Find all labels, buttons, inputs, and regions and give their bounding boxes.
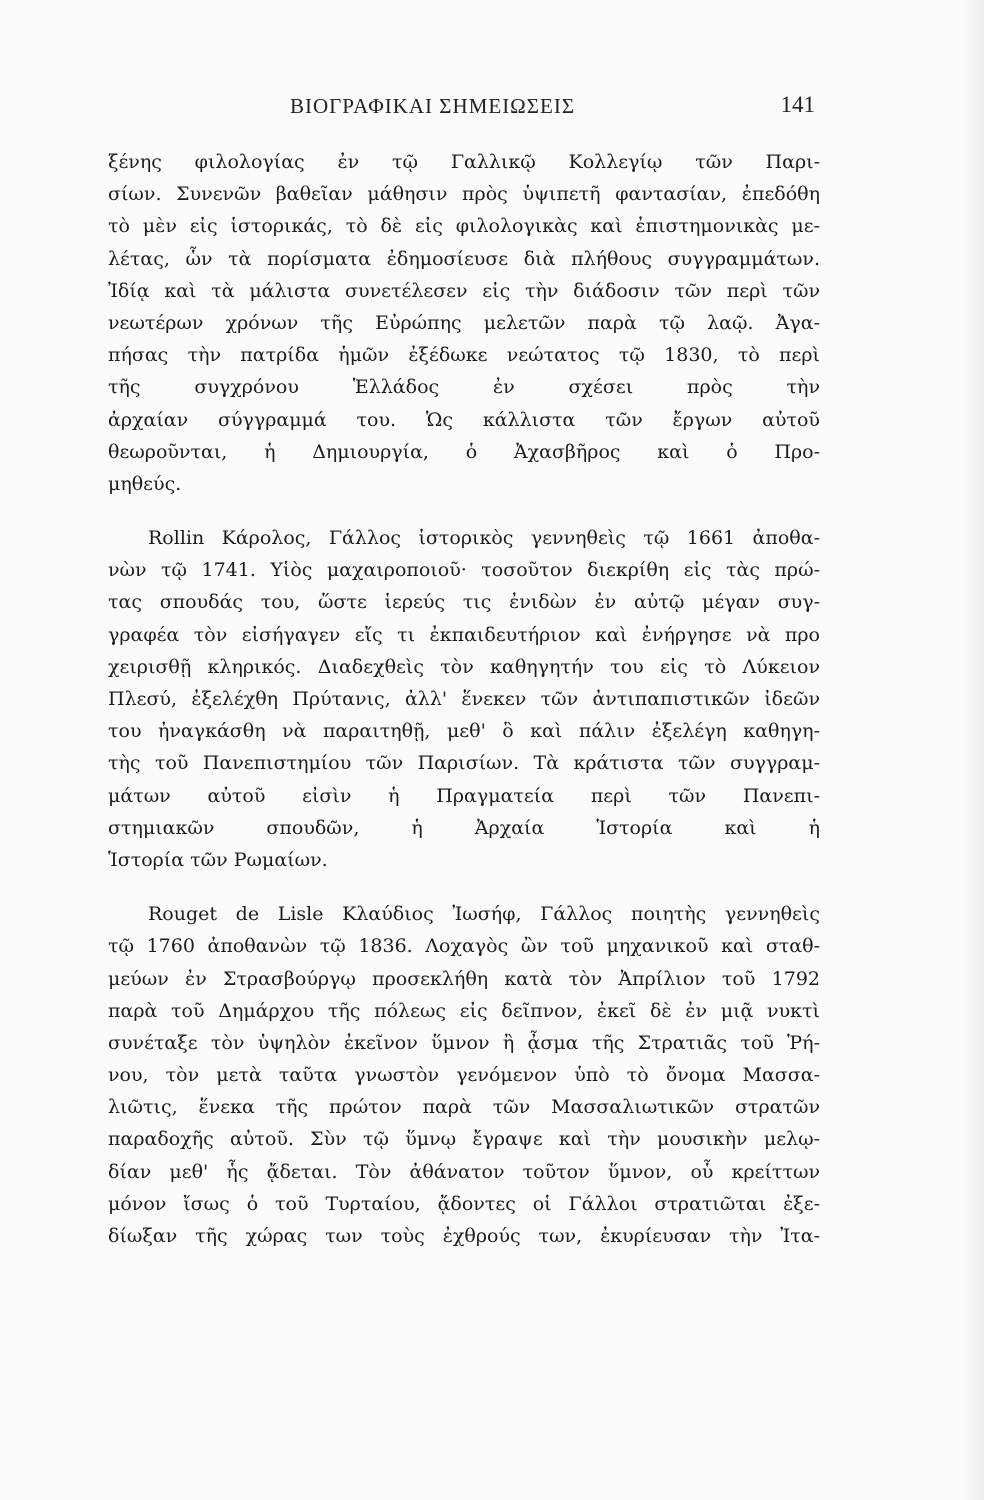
text-line: Rouget de Lisle Κλαύδιος Ἰωσήφ, Γάλλος ποιητὴς γεννηθεὶς bbox=[148, 903, 820, 926]
text-line: πήσας τὴν πατρίδα ἡμῶν ἐξέδωκε νεώτατος τῷ 1830, τὸ περὶ bbox=[108, 344, 820, 367]
text-block bbox=[108, 146, 820, 1252]
text-line: μηθεύς. bbox=[108, 472, 182, 495]
text-line: τῷ 1760 ἀποθανὼν τῷ 1836. Λοχαγὸς ὢν τοῦ μηχανικοῦ καὶ σταθ- bbox=[108, 935, 820, 958]
text-line: τας σπουδάς του, ὥστε ἱερεύς τις ἐνιδὼν ἐν αὐτῷ μέγαν συγ- bbox=[108, 591, 820, 614]
text-line: θεωροῦνται, ἡ Δημιουργία, ὁ Ἀχασβῆρος καὶ ὁ Προ- bbox=[108, 440, 820, 463]
text-line: στημιακῶν σπουδῶν, ἡ Ἀρχαία Ἱστορία καὶ ἡ bbox=[108, 816, 820, 839]
text-line: τὴς τοῦ Πανεπιστημίου τῶν Παρισίων. Τὰ κράτιστα τῶν συγγραμ- bbox=[108, 752, 820, 775]
text-line: νὼν τῷ 1741. Υἱὸς μαχαιροποιοῦ· τοσοῦτον διεκρίθη εἰς τὰς πρώ- bbox=[108, 559, 820, 582]
paragraph-rouget-de-lisle bbox=[108, 898, 820, 1252]
text-line: του ἠναγκάσθη νὰ παραιτηθῇ, μεθ' ὃ καὶ πάλιν ἐξελέγη καθηγη- bbox=[108, 720, 820, 743]
running-title: ΒΙΟΓΡΑΦΙΚΑΙ ΣΗΜΕΙΩΣΕΙΣ bbox=[290, 94, 576, 118]
text-line: μάτων αὐτοῦ εἰσὶν ἡ Πραγματεία περὶ τῶν Πανεπι- bbox=[108, 784, 820, 807]
text-line: παρὰ τοῦ Δημάρχου τῆς πόλεως εἰς δεῖπνον, ἐκεῖ δὲ ἐν μιᾷ νυκτὶ bbox=[108, 999, 820, 1022]
text-line: δίωξαν τῆς χώρας των τοὺς ἐχθρούς των, ἐκυρίευσαν τὴν Ἰτα- bbox=[108, 1225, 820, 1247]
page-number: 141 bbox=[780, 92, 815, 117]
paragraph-gap bbox=[108, 876, 820, 898]
text-line: συνέταξε τὸν ὑψηλὸν ἐκεῖνον ὕμνον ἢ ᾆσμα τῆς Στρατιᾶς τοῦ Ῥή- bbox=[108, 1031, 820, 1054]
text-line: μόνον ἴσως ὁ τοῦ Τυρταίου, ᾄδοντες οἱ Γάλλοι στρατιῶται ἐξε- bbox=[108, 1192, 820, 1215]
binding-shadow bbox=[964, 0, 984, 1500]
text-line: δίαν μεθ' ἧς ᾄδεται. Τὸν ἀθάνατον τοῦτον ὕμνον, οὗ κρείττων bbox=[108, 1160, 820, 1183]
text-line: νου, τὸν μετὰ ταῦτα γνωστὸν γενόμενον ὑπὸ τὸ ὄνομα Μασσα- bbox=[108, 1064, 820, 1087]
text-line: Πλεσύ, ἐξελέχθη Πρύτανις, ἀλλ' ἕνεκεν τῶν ἀντιπαπιστικῶν ἰδεῶν bbox=[108, 688, 820, 710]
text-line: μεύων ἐν Στρασβούργῳ προσεκλήθη κατὰ τὸν Ἀπρίλιον τοῦ 1792 bbox=[108, 967, 820, 990]
text-line: λιῶτις, ἕνεκα τῆς πρώτον παρὰ τῶν Μασσαλιωτικῶν στρατῶν bbox=[108, 1096, 820, 1119]
running-head bbox=[290, 90, 815, 124]
text-line: τῆς συγχρόνου Ἑλλάδος ἐν σχέσει πρὸς τὴν bbox=[108, 376, 820, 399]
text-line: χειρισθῇ κληρικός. Διαδεχθεὶς τὸν καθηγητήν του εἰς τὸ Λύκειον bbox=[108, 655, 820, 678]
text-line: Rollin Κάρολος, Γάλλος ἱστορικὸς γεννηθεὶς τῷ 1661 ἀποθα- bbox=[148, 527, 820, 550]
paragraph-gap bbox=[108, 500, 820, 522]
text-line: λέτας, ὧν τὰ πορίσματα ἐδημοσίευσε διὰ πλήθους συγγραμμάτων. bbox=[108, 247, 820, 270]
text-line: ξένης φιλολογίας ἐν τῷ Γαλλικῷ Κολλεγίῳ τῶν Παρι- bbox=[108, 151, 820, 173]
text-line: γραφέα τὸν εἰσήγαγεν εἴς τι ἐκπαιδευτήριον καὶ ἐνήργησε νὰ προ bbox=[108, 623, 820, 646]
text-line: σίων. Συνενῶν βαθεῖαν μάθησιν πρὸς ὑψιπετῆ φαντασίαν, ἐπεδόθη bbox=[108, 183, 820, 206]
paragraph-rollin bbox=[108, 522, 820, 876]
text-line: νεωτέρων χρόνων τῆς Εὐρώπης μελετῶν παρὰ τῷ λαῷ. Ἀγα- bbox=[108, 311, 820, 334]
text-line: ἀρχαίαν σύγγραμμά του. Ὡς κάλλιστα τῶν ἔργων αὐτοῦ bbox=[108, 408, 820, 431]
text-line: τὸ μὲν εἰς ἱστορικάς, τὸ δὲ εἰς φιλολογικὰς καὶ ἐπιστημονικὰς με- bbox=[108, 215, 820, 238]
text-line: Ἰδίᾳ καὶ τὰ μάλιστα συνετέλεσεν εἰς τὴν διάδοσιν τῶν περὶ τῶν bbox=[108, 279, 820, 302]
text-line: Ἱστορία τῶν Ρωμαίων. bbox=[108, 848, 328, 871]
paragraph-fichte bbox=[108, 146, 820, 500]
text-line: παραδοχῆς αὐτοῦ. Σὺν τῷ ὕμνῳ ἔγραψε καὶ τὴν μουσικὴν μελῳ- bbox=[108, 1128, 820, 1151]
